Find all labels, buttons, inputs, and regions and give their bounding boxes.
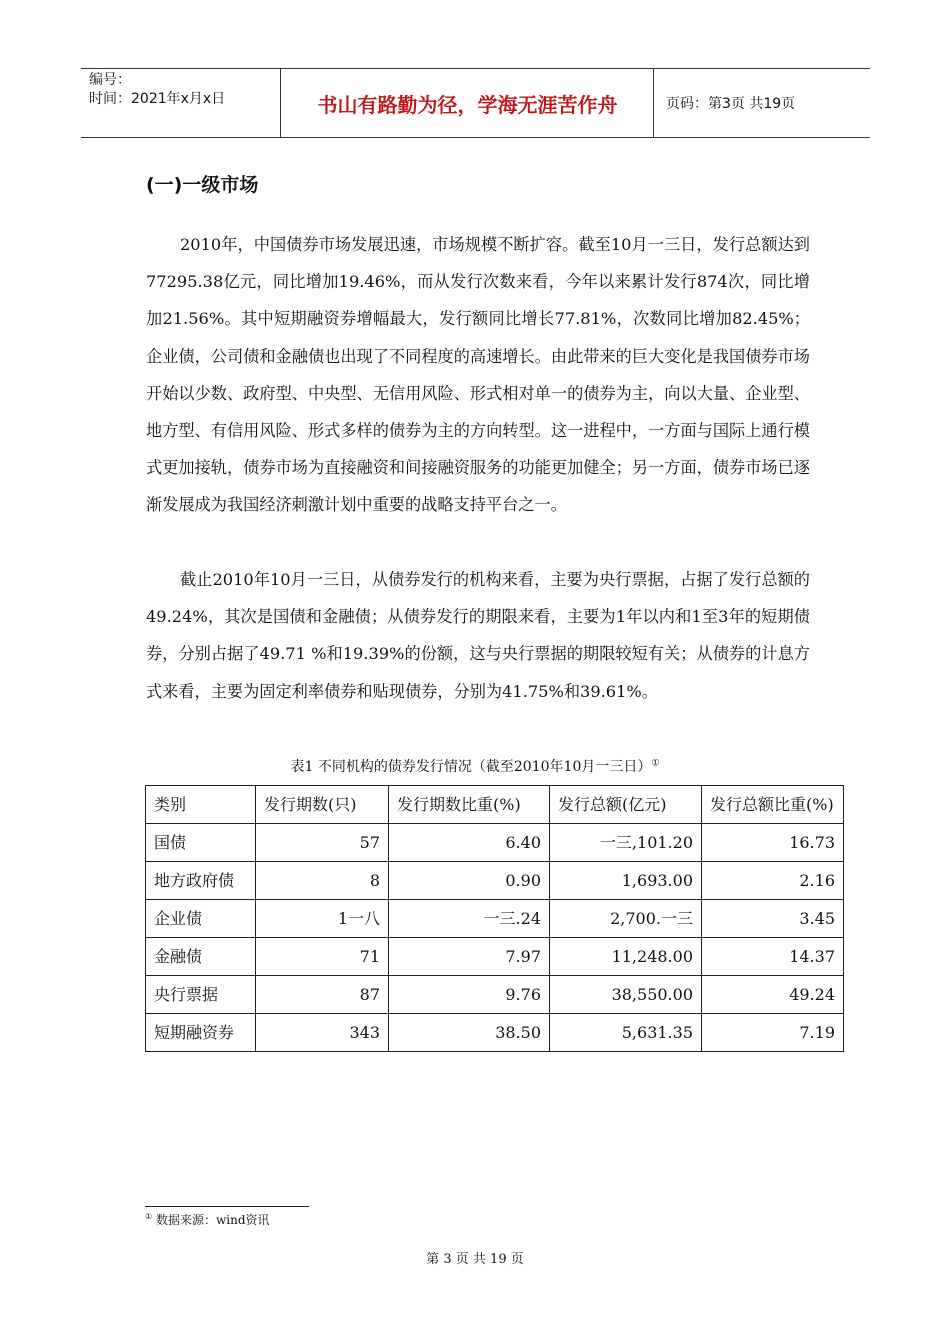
category-cell: 企业债	[146, 900, 256, 938]
table-caption	[0, 756, 950, 776]
page-footer: 第 3 页 共 19 页	[426, 1252, 524, 1267]
count-cell: 71	[256, 938, 389, 976]
amount-share-cell: 2.16	[702, 862, 844, 900]
paragraph: 截止2010年10月一三日，从债券发行的机构来看，主要为央行票据，占据了发行总额的49.24%，其次是国债和金融债；从债券发行的期限来看，主要为1年以内和1至3年的短期债券，分别占据了49.71 %和19.39%的份额，这与央行票据的期限较短有关；从债券的计息方式来看，主要为固定利率债券和贴现债券，分别为41.75%和39.61%。	[146, 570, 810, 701]
category-cell: 央行票据	[146, 976, 256, 1014]
caption-footnote-mark: ①	[651, 758, 660, 769]
table-row	[146, 938, 844, 976]
count-cell: 343	[256, 1014, 389, 1052]
header-meta	[81, 69, 281, 137]
amount-cell: 2,700.一三	[550, 900, 702, 938]
header-cell: 类别	[146, 786, 256, 824]
table-header-row	[146, 786, 844, 824]
count-share-cell: 38.50	[389, 1014, 550, 1052]
header-cell: 发行总额比重(%)	[702, 786, 844, 824]
table-row	[146, 862, 844, 900]
section-heading: (一)一级市场	[146, 174, 259, 196]
category-cell: 地方政府债	[146, 862, 256, 900]
issuance-table	[145, 785, 844, 1052]
header-cell: 发行总额(亿元)	[550, 786, 702, 824]
amount-share-cell: 7.19	[702, 1014, 844, 1052]
code-label: 编号：	[89, 72, 131, 88]
count-share-cell: 6.40	[389, 824, 550, 862]
table-caption-text: 表1 不同机构的债券发行情况（截至2010年10月一三日）	[290, 759, 652, 775]
amount-share-cell: 16.73	[702, 824, 844, 862]
amount-cell: 一三,101.20	[550, 824, 702, 862]
amount-share-cell: 49.24	[702, 976, 844, 1014]
category-cell: 金融债	[146, 938, 256, 976]
count-cell: 1一八	[256, 900, 389, 938]
amount-share-cell: 14.37	[702, 938, 844, 976]
count-cell: 8	[256, 862, 389, 900]
header-cell: 发行期数比重(%)	[389, 786, 550, 824]
date-label: 时间：2021年x月x日	[89, 91, 226, 107]
table-row	[146, 824, 844, 862]
count-share-cell: 一三.24	[389, 900, 550, 938]
amount-share-cell: 3.45	[702, 900, 844, 938]
count-share-cell: 0.90	[389, 862, 550, 900]
amount-cell: 11,248.00	[550, 938, 702, 976]
header-motto: 书山有路勤为径，学海无涯苦作舟	[282, 69, 654, 137]
footnote	[145, 1211, 270, 1228]
paragraph: 2010年，中国债券市场发展迅速，市场规模不断扩容。截至10月一三日，发行总额达到77295.38亿元，同比增加19.46%，而从发行次数来看，今年以来累计发行874次，同比增加21.56%。其中短期融资券增幅最大，发行额同比增长77.81%，次数同比增加82.45%；企业债，公司债和金融债也出现了不同程度的高速增长。由此带来的巨大变化是我国债券市场开始以少数、政府型、中央型、无信用风险、形式相对单一的债券为主，向以大量、企业型、地方型、有信用风险、形式多样的债券为主的方向转型。这一进程中，一方面与国际上通行模式更加接轨，债券市场为直接融资和间接融资服务的功能更加健全；另一方面，债券市场已逐渐发展成为我国经济刺激计划中重要的战略支持平台之一。	[146, 235, 810, 515]
header-page-label: 页码：第3页 共19页	[666, 96, 796, 112]
table-row	[146, 1014, 844, 1052]
footnote-separator	[145, 1206, 309, 1207]
category-cell: 短期融资券	[146, 1014, 256, 1052]
footnote-mark: ①	[145, 1212, 153, 1221]
amount-cell: 5,631.35	[550, 1014, 702, 1052]
count-cell: 87	[256, 976, 389, 1014]
count-cell: 57	[256, 824, 389, 862]
table-row	[146, 900, 844, 938]
header-cell: 发行期数(只)	[256, 786, 389, 824]
amount-cell: 38,550.00	[550, 976, 702, 1014]
footnote-text: 数据来源：wind资讯	[156, 1213, 270, 1227]
count-share-cell: 7.97	[389, 938, 550, 976]
page-header	[81, 68, 870, 138]
table-row	[146, 976, 844, 1014]
count-share-cell: 9.76	[389, 976, 550, 1014]
amount-cell: 1,693.00	[550, 862, 702, 900]
category-cell: 国债	[146, 824, 256, 862]
